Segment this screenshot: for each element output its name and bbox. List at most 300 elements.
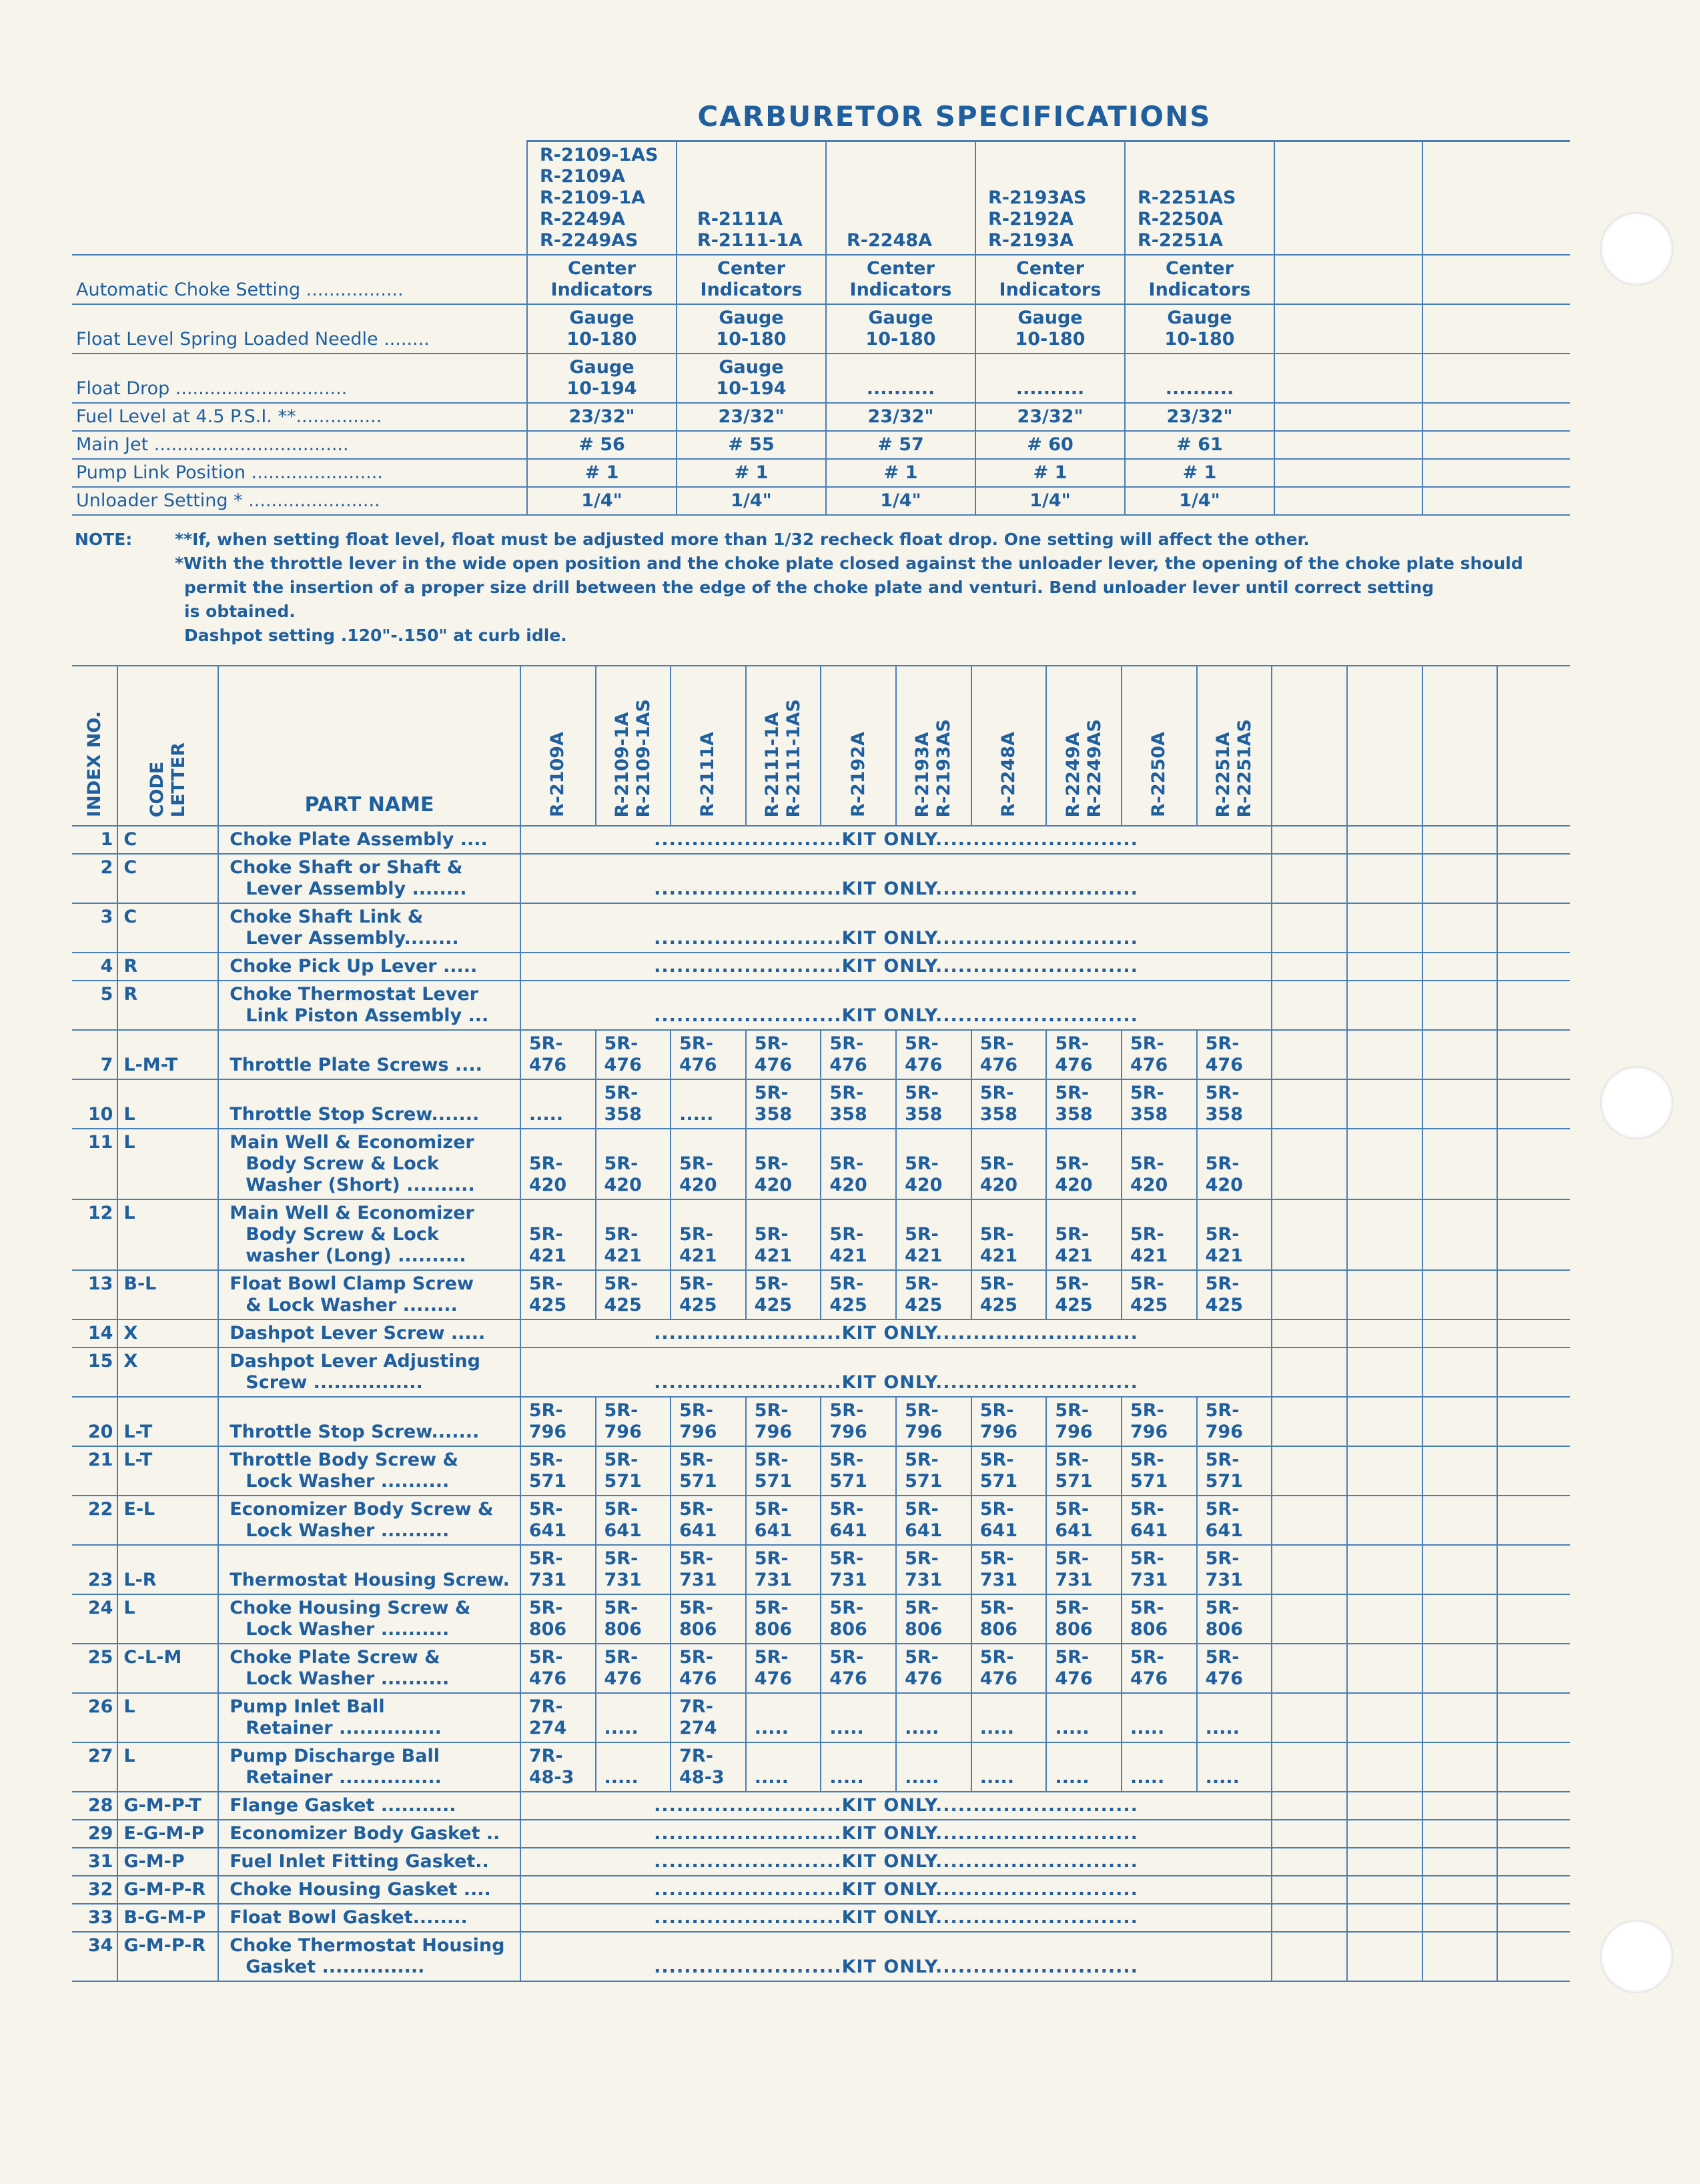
parts-empty-cell — [1497, 854, 1570, 903]
part-name-line: Choke Housing Screw & — [230, 1598, 471, 1618]
parts-empty-cell — [1497, 1397, 1570, 1446]
part-number-cell: 5R- 358 — [896, 1079, 971, 1129]
kit-only-cell: .........................KIT ONLY........................... — [520, 903, 1272, 953]
index-no: 20 — [72, 1397, 117, 1446]
part-name — [218, 1594, 520, 1644]
parts-empty-cell — [1347, 1079, 1422, 1129]
page-title: CARBURETOR SPECIFICATIONS — [697, 100, 1212, 133]
parts-empty-cell — [1422, 1904, 1498, 1932]
part-number-cell: ..... — [1046, 1742, 1122, 1792]
part-number-cell: 5R- 425 — [971, 1270, 1047, 1319]
code-letter: L — [117, 1742, 218, 1792]
part-number-cell: 5R- 476 — [596, 1030, 671, 1079]
part-number-cell: 5R- 806 — [520, 1594, 596, 1644]
part-number-cell: 7R- 274 — [520, 1693, 596, 1742]
parts-empty-cell — [1497, 1792, 1570, 1820]
parts-empty-cell — [1422, 1644, 1498, 1693]
part-number-cell: ..... — [1122, 1742, 1197, 1792]
parts-empty-cell — [1347, 1129, 1422, 1199]
part-name-line: washer (Long) .......... — [246, 1245, 466, 1266]
part-number-cell: 5R- 796 — [746, 1397, 821, 1446]
part-number-cell: 5R- 421 — [746, 1199, 821, 1270]
spec-value: Center Indicators — [1125, 255, 1274, 304]
parts-empty-cell — [1272, 1199, 1347, 1270]
code-letter: C-L-M — [117, 1644, 218, 1693]
part-number-cell: 7R- 48-3 — [520, 1742, 596, 1792]
parts-empty-header — [1272, 666, 1347, 826]
part-number-cell: 5R- 476 — [1122, 1644, 1197, 1693]
part-number-cell: 5R- 421 — [671, 1199, 746, 1270]
part-number-cell: 5R- 476 — [821, 1030, 896, 1079]
parts-empty-cell — [1422, 1848, 1498, 1876]
parts-empty-cell — [1422, 1693, 1498, 1742]
code-letter: G-M-P-R — [117, 1876, 218, 1904]
part-number-cell: 5R- 420 — [896, 1129, 971, 1199]
part-number-cell: 5R- 731 — [746, 1545, 821, 1594]
parts-empty-cell — [1497, 1820, 1570, 1848]
parts-empty-cell — [1347, 1270, 1422, 1319]
parts-empty-cell — [1422, 1876, 1498, 1904]
part-number-cell: 5R- 641 — [971, 1496, 1047, 1545]
parts-empty-cell — [1497, 1932, 1570, 1981]
part-name-line: Body Screw & Lock — [246, 1224, 439, 1245]
parts-empty-cell — [1422, 903, 1498, 953]
part-name-line: Lock Washer .......... — [246, 1520, 450, 1541]
part-name-line: Choke Shaft or Shaft & — [230, 857, 463, 878]
kit-only-cell: .........................KIT ONLY........................... — [520, 854, 1272, 903]
spec-value: Gauge 10-180 — [1125, 304, 1274, 354]
spec-value: # 55 — [677, 431, 826, 459]
table-row — [72, 1848, 1570, 1876]
part-name-line: Lock Washer .......... — [246, 1668, 450, 1689]
index-no: 24 — [72, 1594, 117, 1644]
spec-empty-cell — [1422, 431, 1570, 459]
part-name-line: Float Bowl Gasket........ — [230, 1907, 468, 1928]
part-name — [218, 1644, 520, 1693]
parts-empty-cell — [1347, 1496, 1422, 1545]
table-row — [72, 1594, 1570, 1644]
part-number-cell: 5R- 731 — [896, 1545, 971, 1594]
code-letter: G-M-P-R — [117, 1932, 218, 1981]
part-name-line: Choke Plate Assembly .... — [230, 829, 488, 850]
part-number-cell: 5R- 420 — [1197, 1129, 1272, 1199]
part-number-cell: ..... — [1046, 1693, 1122, 1742]
part-name — [218, 1129, 520, 1199]
spec-value: 1/4" — [527, 487, 677, 515]
part-name-line: Gasket ............... — [246, 1957, 425, 1977]
parts-empty-cell — [1497, 1848, 1570, 1876]
note-block — [75, 528, 1570, 648]
parts-empty-cell — [1272, 1876, 1347, 1904]
part-name-header: PART NAME — [218, 666, 520, 826]
spec-value: 23/32" — [527, 403, 677, 431]
spec-empty-cell — [1422, 354, 1570, 403]
note-label: NOTE: — [75, 530, 133, 549]
part-number-cell: 5R- 806 — [671, 1594, 746, 1644]
spec-value: # 1 — [826, 459, 975, 487]
parts-empty-cell — [1272, 1270, 1347, 1319]
code-letter: R — [117, 953, 218, 981]
parts-empty-cell — [1272, 1496, 1347, 1545]
parts-empty-cell — [1497, 1693, 1570, 1742]
part-name — [218, 1742, 520, 1792]
code-letter: L-R — [117, 1545, 218, 1594]
code-letter: B-L — [117, 1270, 218, 1319]
spec-model-group: R-2111A R-2111-1A — [677, 141, 826, 255]
parts-empty-cell — [1347, 1199, 1422, 1270]
index-no: 3 — [72, 903, 117, 953]
part-name — [218, 1446, 520, 1496]
part-number-cell: 5R- 806 — [596, 1594, 671, 1644]
part-name — [218, 1319, 520, 1347]
part-number-cell: ..... — [596, 1693, 671, 1742]
part-number-cell: 5R- 425 — [1046, 1270, 1122, 1319]
parts-empty-cell — [1422, 1347, 1498, 1397]
part-number-cell: 5R- 421 — [971, 1199, 1047, 1270]
parts-empty-cell — [1422, 1129, 1498, 1199]
parts-empty-cell — [1497, 1347, 1570, 1397]
parts-empty-cell — [1497, 1594, 1570, 1644]
index-no: 1 — [72, 826, 117, 854]
part-number-cell: 5R- 641 — [746, 1496, 821, 1545]
part-name-line: Choke Thermostat Housing — [230, 1935, 505, 1956]
table-row — [72, 953, 1570, 981]
part-number-cell: 5R- 571 — [596, 1446, 671, 1496]
parts-empty-cell — [1347, 903, 1422, 953]
part-number-cell: 5R- 425 — [1122, 1270, 1197, 1319]
parts-empty-header — [1422, 666, 1498, 826]
part-number-cell: 5R- 421 — [1122, 1199, 1197, 1270]
part-number-cell: 5R- 731 — [971, 1545, 1047, 1594]
table-row — [72, 854, 1570, 903]
index-no: 10 — [72, 1079, 117, 1129]
code-letter: L — [117, 1129, 218, 1199]
spec-value: # 1 — [975, 459, 1125, 487]
part-number-cell: 5R- 420 — [971, 1129, 1047, 1199]
note-line-1: **If, when setting float level, float must be adjusted more than 1/32 recheck float drop. One setting will affect the other. — [175, 530, 1310, 549]
part-number-cell: 5R- 571 — [1197, 1446, 1272, 1496]
parts-empty-cell — [1272, 953, 1347, 981]
part-number-cell: 5R- 421 — [596, 1199, 671, 1270]
parts-empty-cell — [1272, 1742, 1347, 1792]
note-line-3: permit the insertion of a proper size drill between the edge of the choke plate and venturi. Bend unloader lever until correct setting — [184, 578, 1434, 597]
parts-empty-cell — [1497, 1545, 1570, 1594]
part-number-cell: 5R- 476 — [520, 1030, 596, 1079]
spec-value: # 1 — [527, 459, 677, 487]
part-number-cell: 5R- 420 — [1122, 1129, 1197, 1199]
spec-value: 1/4" — [975, 487, 1125, 515]
code-letter: C — [117, 854, 218, 903]
model-column-header — [1046, 666, 1122, 826]
index-no: 28 — [72, 1792, 117, 1820]
table-row — [72, 1496, 1570, 1545]
parts-empty-cell — [1272, 1129, 1347, 1199]
part-name-line: & Lock Washer ........ — [246, 1295, 458, 1315]
code-letter: L — [117, 1079, 218, 1129]
parts-empty-cell — [1347, 1876, 1422, 1904]
part-number-cell: ..... — [896, 1742, 971, 1792]
carburetor-spec-table — [72, 140, 1570, 516]
part-number-cell: 5R- 641 — [896, 1496, 971, 1545]
part-name — [218, 1199, 520, 1270]
part-number-cell: 5R- 571 — [1046, 1446, 1122, 1496]
part-name — [218, 981, 520, 1030]
part-name-line: Dashpot Lever Screw ..... — [230, 1323, 486, 1343]
part-number-cell: 5R- 641 — [596, 1496, 671, 1545]
spec-row-label: Fuel Level at 4.5 P.S.I. **............... — [72, 403, 527, 431]
part-number-cell: 5R- 476 — [971, 1644, 1047, 1693]
code-letter: L — [117, 1199, 218, 1270]
part-number-cell: 5R- 476 — [896, 1644, 971, 1693]
spec-value: # 1 — [677, 459, 826, 487]
part-name-line: Choke Plate Screw & — [230, 1647, 440, 1668]
part-number-cell: 5R- 358 — [1046, 1079, 1122, 1129]
code-letter: B-G-M-P — [117, 1904, 218, 1932]
parts-empty-cell — [1497, 1496, 1570, 1545]
index-no: 27 — [72, 1742, 117, 1792]
part-name — [218, 1820, 520, 1848]
part-number-cell: ..... — [896, 1693, 971, 1742]
index-no-header-text: INDEX NO. — [83, 711, 105, 817]
index-no-header — [72, 666, 117, 826]
part-number-cell: 5R- 358 — [1122, 1079, 1197, 1129]
parts-empty-cell — [1347, 826, 1422, 854]
part-number-cell: ..... — [1197, 1742, 1272, 1792]
parts-empty-cell — [1272, 1545, 1347, 1594]
kit-only-cell: .........................KIT ONLY........................... — [520, 1904, 1272, 1932]
part-name-line: Link Piston Assembly ... — [246, 1005, 489, 1026]
part-number-cell: 5R- 420 — [746, 1129, 821, 1199]
part-number-cell: 5R- 476 — [520, 1644, 596, 1693]
table-row — [72, 981, 1570, 1030]
parts-empty-cell — [1422, 953, 1498, 981]
index-no: 33 — [72, 1904, 117, 1932]
kit-only-cell: .........................KIT ONLY........................... — [520, 1876, 1272, 1904]
spec-value: # 61 — [1125, 431, 1274, 459]
part-number-cell: ..... — [520, 1079, 596, 1129]
parts-empty-cell — [1422, 1319, 1498, 1347]
part-number-cell: 5R- 476 — [821, 1644, 896, 1693]
part-number-cell: 5R- 731 — [1197, 1545, 1272, 1594]
part-name — [218, 826, 520, 854]
part-name-line: Lock Washer .......... — [246, 1619, 450, 1640]
parts-empty-cell — [1422, 981, 1498, 1030]
part-name-line: Choke Pick Up Lever ..... — [230, 956, 478, 977]
spec-value: Gauge 10-180 — [527, 304, 677, 354]
code-letter-header-text: CODE LETTER — [146, 742, 189, 817]
parts-empty-cell — [1497, 1904, 1570, 1932]
code-letter-header — [117, 666, 218, 826]
spec-sheet — [72, 100, 1570, 1982]
part-number-cell: 5R- 476 — [1046, 1030, 1122, 1079]
note-line-5: Dashpot setting .120"-.150" at curb idle. — [184, 626, 567, 645]
parts-empty-cell — [1347, 1848, 1422, 1876]
part-number-cell: 5R- 796 — [1122, 1397, 1197, 1446]
part-number-cell: 5R- 425 — [746, 1270, 821, 1319]
table-row — [72, 1270, 1570, 1319]
spec-row-label: Float Drop .............................. — [72, 354, 527, 403]
model-column-header — [596, 666, 671, 826]
part-number-cell: 5R- 421 — [1197, 1199, 1272, 1270]
part-name-line: Float Bowl Clamp Screw — [230, 1273, 474, 1294]
parts-empty-cell — [1422, 1030, 1498, 1079]
part-number-cell: 5R- 796 — [1046, 1397, 1122, 1446]
spec-row — [72, 304, 1570, 354]
part-number-cell: 7R- 48-3 — [671, 1742, 746, 1792]
part-number-cell: 5R- 420 — [1046, 1129, 1122, 1199]
code-letter: G-M-P — [117, 1848, 218, 1876]
spec-value: 1/4" — [1125, 487, 1274, 515]
table-row — [72, 1876, 1570, 1904]
part-number-cell: 5R- 641 — [1122, 1496, 1197, 1545]
part-number-cell: 5R- 358 — [971, 1079, 1047, 1129]
part-number-cell: 5R- 476 — [596, 1644, 671, 1693]
code-letter: L-M-T — [117, 1030, 218, 1079]
spec-value: Gauge 10-194 — [677, 354, 826, 403]
spec-row-label: Unloader Setting * ....................... — [72, 487, 527, 515]
parts-empty-cell — [1422, 826, 1498, 854]
spec-value: 23/32" — [975, 403, 1125, 431]
part-number-cell: 5R- 641 — [671, 1496, 746, 1545]
model-column-header — [671, 666, 746, 826]
parts-empty-cell — [1272, 1446, 1347, 1496]
model-column-header-text: R-2248A — [998, 731, 1019, 817]
part-name — [218, 1932, 520, 1981]
table-row — [72, 826, 1570, 854]
spec-value: 23/32" — [826, 403, 975, 431]
index-no: 21 — [72, 1446, 117, 1496]
part-number-cell: ..... — [971, 1742, 1047, 1792]
parts-empty-cell — [1347, 1030, 1422, 1079]
part-name — [218, 854, 520, 903]
binder-hole-top — [1600, 212, 1673, 286]
part-number-cell: 5R- 796 — [896, 1397, 971, 1446]
part-number-cell: 5R- 571 — [821, 1446, 896, 1496]
parts-empty-cell — [1497, 1319, 1570, 1347]
part-number-cell: 5R- 806 — [971, 1594, 1047, 1644]
part-name-line: Fuel Inlet Fitting Gasket.. — [230, 1851, 489, 1872]
part-number-cell: 5R- 641 — [1046, 1496, 1122, 1545]
spec-value: Center Indicators — [677, 255, 826, 304]
kit-only-cell: .........................KIT ONLY........................... — [520, 826, 1272, 854]
parts-empty-cell — [1272, 1079, 1347, 1129]
parts-empty-cell — [1497, 1129, 1570, 1199]
kit-only-cell: .........................KIT ONLY........................... — [520, 1319, 1272, 1347]
parts-empty-cell — [1347, 1446, 1422, 1496]
spec-empty-cell — [1274, 304, 1422, 354]
spec-value: Gauge 10-180 — [826, 304, 975, 354]
part-number-cell: 5R- 806 — [746, 1594, 821, 1644]
part-number-cell: 5R- 571 — [671, 1446, 746, 1496]
parts-empty-cell — [1497, 1270, 1570, 1319]
model-column-header — [1197, 666, 1272, 826]
code-letter: C — [117, 903, 218, 953]
part-name-line: Pump Discharge Ball — [230, 1746, 440, 1766]
spec-empty-cell — [1274, 487, 1422, 515]
table-row — [72, 1904, 1570, 1932]
part-number-cell: 5R- 425 — [896, 1270, 971, 1319]
part-number-cell: ..... — [596, 1742, 671, 1792]
part-number-cell: 5R- 571 — [1122, 1446, 1197, 1496]
parts-empty-cell — [1347, 1397, 1422, 1446]
part-number-cell: ..... — [746, 1742, 821, 1792]
spec-row — [72, 459, 1570, 487]
index-no: 22 — [72, 1496, 117, 1545]
index-no: 23 — [72, 1545, 117, 1594]
spec-empty-cell — [1422, 304, 1570, 354]
model-column-header — [746, 666, 821, 826]
part-name — [218, 1397, 520, 1446]
part-name — [218, 1270, 520, 1319]
model-column-header-text: R-2109-1A R-2109-1AS — [611, 698, 654, 817]
code-letter: L-T — [117, 1446, 218, 1496]
part-number-cell: 5R- 358 — [596, 1079, 671, 1129]
kit-only-cell: .........................KIT ONLY........................... — [520, 1347, 1272, 1397]
table-row — [72, 1644, 1570, 1693]
part-name — [218, 1347, 520, 1397]
parts-empty-cell — [1497, 903, 1570, 953]
model-column-header-text: R-2111-1A R-2111-1AS — [762, 698, 805, 817]
parts-empty-cell — [1272, 1030, 1347, 1079]
spec-empty-cell — [1274, 255, 1422, 304]
parts-empty-cell — [1497, 981, 1570, 1030]
code-letter: R — [117, 981, 218, 1030]
part-number-cell: 5R- 731 — [821, 1545, 896, 1594]
parts-empty-cell — [1347, 1932, 1422, 1981]
code-letter: L — [117, 1693, 218, 1742]
parts-empty-cell — [1347, 1594, 1422, 1644]
parts-empty-cell — [1347, 1347, 1422, 1397]
index-no: 4 — [72, 953, 117, 981]
parts-empty-cell — [1272, 854, 1347, 903]
part-name-line: Lock Washer .......... — [246, 1471, 450, 1492]
code-letter: C — [117, 826, 218, 854]
spec-value: Gauge 10-180 — [975, 304, 1125, 354]
spec-row-label: Automatic Choke Setting ................. — [72, 255, 527, 304]
table-row — [72, 1199, 1570, 1270]
parts-empty-cell — [1347, 1820, 1422, 1848]
index-no: 31 — [72, 1848, 117, 1876]
index-no: 34 — [72, 1932, 117, 1981]
parts-empty-cell — [1422, 1792, 1498, 1820]
part-number-cell: 5R- 421 — [821, 1199, 896, 1270]
parts-empty-cell — [1422, 1742, 1498, 1792]
code-letter: L — [117, 1594, 218, 1644]
part-number-cell: 5R- 425 — [821, 1270, 896, 1319]
model-column-header — [896, 666, 971, 826]
parts-empty-cell — [1422, 1079, 1498, 1129]
part-number-cell: 5R- 425 — [1197, 1270, 1272, 1319]
part-name-line: Main Well & Economizer — [230, 1132, 474, 1153]
parts-empty-cell — [1497, 1079, 1570, 1129]
parts-empty-cell — [1422, 1496, 1498, 1545]
part-number-cell: 5R- 425 — [520, 1270, 596, 1319]
part-number-cell: ..... — [821, 1742, 896, 1792]
part-number-cell: 5R- 731 — [1122, 1545, 1197, 1594]
table-row — [72, 1347, 1570, 1397]
parts-empty-cell — [1347, 953, 1422, 981]
part-name-line: Economizer Body Screw & — [230, 1499, 494, 1520]
code-letter: X — [117, 1347, 218, 1397]
parts-empty-cell — [1272, 903, 1347, 953]
table-row — [72, 1792, 1570, 1820]
parts-empty-cell — [1422, 1594, 1498, 1644]
part-number-cell: ..... — [821, 1693, 896, 1742]
part-number-cell: 5R- 420 — [520, 1129, 596, 1199]
parts-empty-cell — [1422, 1199, 1498, 1270]
index-no: 7 — [72, 1030, 117, 1079]
table-row — [72, 1319, 1570, 1347]
